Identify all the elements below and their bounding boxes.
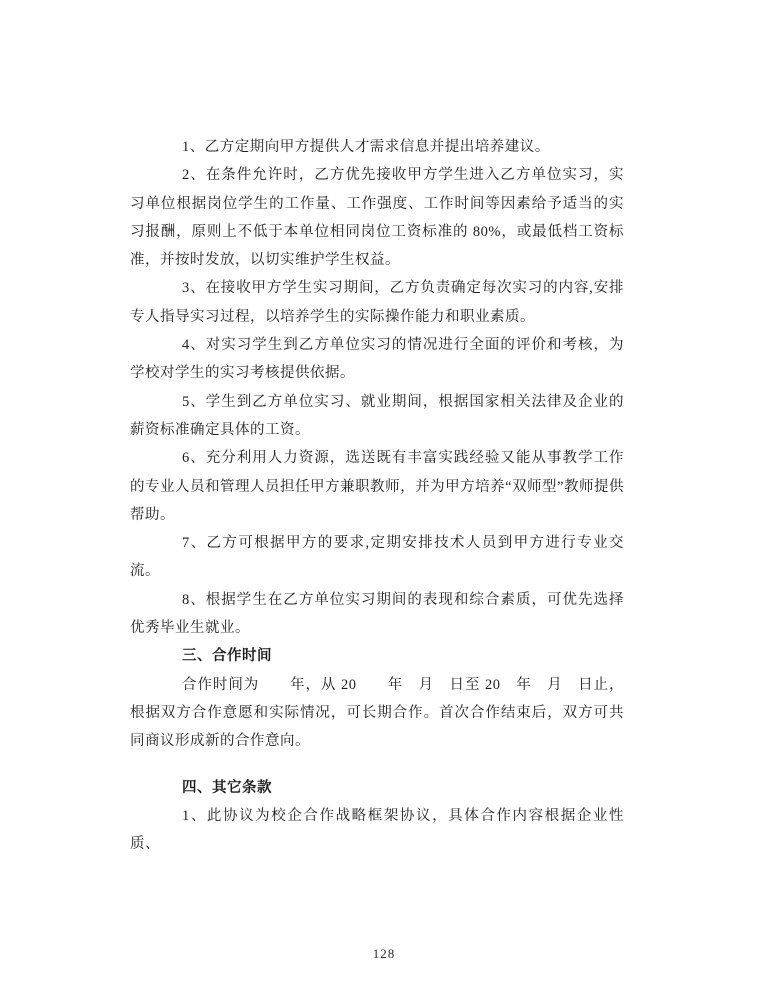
list-item-3: 3、在接收甲方学生实习期间，乙方负责确定每次实习的内容,安排专人指导实习过程，以培养学生的实际操作能力和职业素质。: [130, 280, 624, 325]
list-item-2: 2、在条件允许时，乙方优先接收甲方学生进入乙方单位实习，实习单位根据岗位学生的工作量、工作强度、工作时间等因素给予适当的实习报酬，原则上不低于本单位相同岗位工资标准的 80%，或最低档工资标准，并按时发放，以切实维护学生权益。: [130, 167, 624, 269]
document-body: [130, 133, 624, 858]
section-heading-other-terms: 四、其它条款: [182, 779, 272, 796]
list-item-6: 6、充分利用人力资源，选送既有丰富实践经验又能从事教学工作的专业人员和管理人员担任甲方兼职教师，并为甲方培养“双师型”教师提供帮助。: [130, 450, 624, 523]
paragraph-other-terms: 1、此协议为校企合作战略框架协议，具体合作内容根据企业性质、: [130, 807, 624, 853]
list-item-4: 4、对实习学生到乙方单位实习的情况进行全面的评价和考核，为学校对学生的实习考核提供依据。: [130, 337, 624, 382]
page-number: 128: [372, 946, 396, 961]
section-heading-cooperation-time: 三、合作时间: [182, 648, 272, 665]
list-item-7: 7、乙方可根据甲方的要求,定期安排技术人员到甲方进行专业交流。: [130, 535, 624, 580]
paragraph-cooperation-time: 合作时间为 年，从 20 年 月 日至 20 年 月 日止，根据双方合作意愿和实际情况，可长期合作。首次合作结束后，双方可共同商议形成新的合作意向。: [130, 676, 624, 750]
list-item-8: 8、根据学生在乙方单位实习期间的表现和综合素质，可优先选择优秀毕业生就业。: [130, 591, 624, 637]
list-item-5: 5、学生到乙方单位实习、就业期间，根据国家相关法律及企业的薪资标准确定具体的工资。: [130, 393, 624, 438]
list-item-1: 1、乙方定期向甲方提供人才需求信息并提出培养建议。: [182, 139, 550, 155]
